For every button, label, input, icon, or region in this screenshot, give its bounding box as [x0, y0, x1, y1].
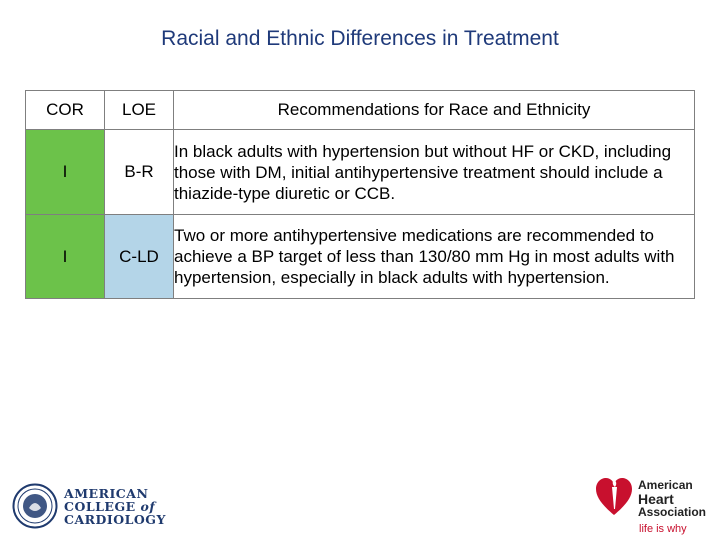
aha-line-1: American: [638, 478, 693, 492]
aha-logo: [594, 473, 714, 537]
aha-heart-torch-icon: [594, 475, 634, 519]
acc-seal-icon: [12, 483, 58, 529]
loe-cell: C-LD: [105, 215, 174, 299]
table-row: [26, 130, 695, 215]
table-row: [26, 215, 695, 299]
recommendation-text: In black adults with hypertension but without HF or CKD, including those with DM, initial antihypertensive treatment should include a thiazide-type diuretic or CCB.: [174, 130, 695, 215]
slide-title: Racial and Ethnic Differences in Treatment: [161, 27, 559, 50]
recommendation-text: Two or more antihypertensive medications are recommended to achieve a BP target of less than 130/80 mm Hg in most adults with hypertension, especially in black adults with hypertension.: [174, 215, 695, 299]
aha-tagline: life is why: [639, 523, 687, 535]
cor-cell: I: [26, 130, 105, 215]
recommendations-table: [25, 90, 695, 299]
acc-line-3: CARDIOLOGY: [64, 511, 166, 527]
aha-wordmark: [638, 479, 706, 519]
acc-wordmark: [64, 487, 166, 526]
acc-logo: [12, 483, 166, 529]
header-recommendations: Recommendations for Race and Ethnicity: [174, 91, 695, 130]
aha-line-3: Association: [638, 505, 707, 519]
table-header-row: [26, 91, 695, 130]
acc-line-1: AMERICAN: [64, 485, 149, 501]
loe-cell: B-R: [105, 130, 174, 215]
cor-cell: I: [26, 215, 105, 299]
header-cor: COR: [26, 91, 105, 130]
header-loe: LOE: [105, 91, 174, 130]
aha-line-2: Heart: [638, 491, 674, 507]
acc-line-2: COLLEGE of: [64, 498, 156, 514]
